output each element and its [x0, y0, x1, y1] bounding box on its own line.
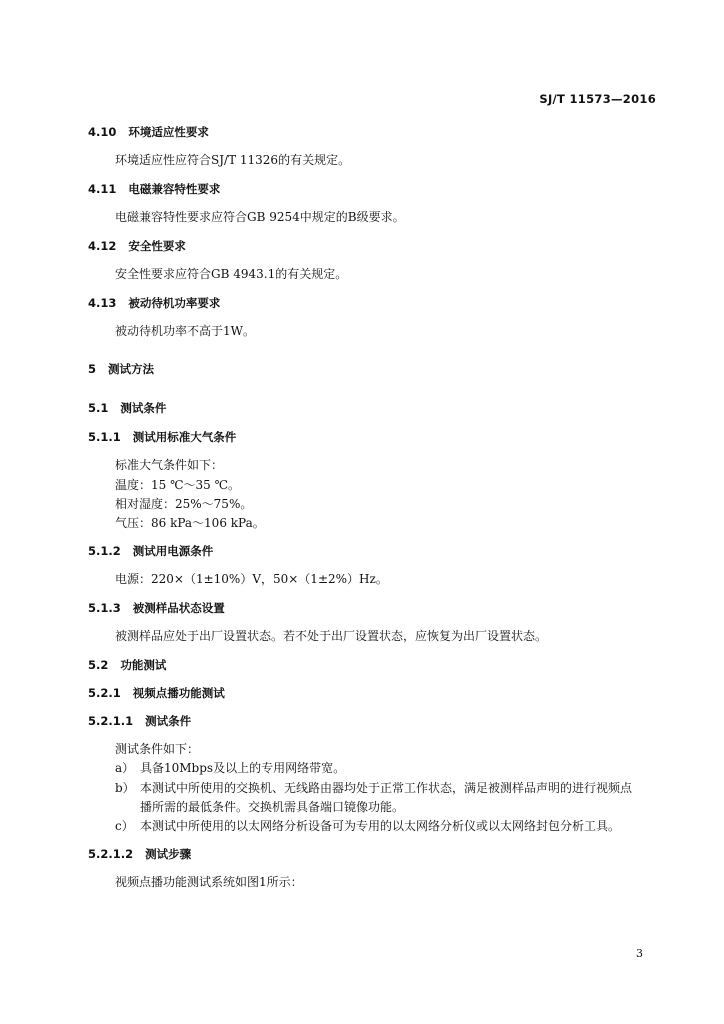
section-number: 5.2.1: [88, 686, 121, 700]
paragraph: 视频点播功能测试系统如图1所示：: [115, 875, 303, 889]
list-marker: a）: [115, 761, 135, 775]
section-number: 5.1.3: [88, 601, 121, 615]
paragraph: 环境适应性应符合SJ/T 11326的有关规定。: [115, 153, 351, 167]
heading-5-2: [88, 657, 166, 673]
section-title: 测试步骤: [145, 847, 192, 861]
section-title: 测试用电源条件: [132, 544, 214, 558]
section-number: 4.11: [88, 182, 117, 196]
section-title: 测试方法: [108, 362, 155, 376]
paragraph: 电源：220×（1±10%）V，50×（1±2%）Hz。: [115, 572, 388, 586]
heading-5-1: [88, 400, 166, 416]
list-item-text: 本测试中所使用的交换机、无线路由器均处于正常工作状态，满足被测样品声明的进行视频点: [140, 781, 633, 795]
paragraph: 气压：86 kPa～106 kPa。: [115, 516, 265, 530]
list-marker: b）: [115, 781, 135, 795]
page-number: 3: [636, 947, 643, 960]
section-title: 安全性要求: [128, 239, 186, 253]
heading-5-2-1-1: [88, 713, 191, 729]
section-number: 4.10: [88, 125, 117, 139]
standard-code: SJ/T 11573—2016: [539, 92, 656, 106]
heading-4-12: [88, 238, 186, 254]
section-number: 4.13: [88, 296, 117, 310]
heading-4-13: [88, 295, 220, 311]
heading-4-11: [88, 181, 220, 197]
section-title: 环境适应性要求: [128, 125, 209, 139]
paragraph: 安全性要求应符合GB 4943.1的有关规定。: [115, 267, 348, 281]
section-title: 被测样品状态设置: [132, 601, 225, 615]
heading-5-2-1: [88, 685, 225, 701]
heading-5: [88, 361, 154, 377]
section-number: 5.1.2: [88, 544, 121, 558]
list-item-text: 本测试中所使用的以太网络分析设备可为专用的以太网络分析仪或以太网络封包分析工具。: [140, 819, 621, 833]
section-number: 5.2.1.2: [88, 847, 134, 861]
heading-5-1-1: [88, 429, 236, 445]
section-number: 5.1: [88, 401, 109, 415]
list-item: [115, 817, 621, 834]
section-number: 5.2: [88, 658, 109, 672]
section-number: 4.12: [88, 239, 117, 253]
section-title: 测试用标准大气条件: [132, 430, 237, 444]
section-title: 测试条件: [120, 401, 167, 415]
heading-5-1-2: [88, 543, 213, 559]
paragraph: 被动待机功率不高于1W。: [115, 324, 255, 338]
paragraph: 被测样品应处于出厂设置状态。若不处于出厂设置状态，应恢复为出厂设置状态。: [115, 629, 548, 643]
list-item: [115, 779, 633, 796]
list-item-text: 具备10Mbps及以上的专用网络带宽。: [140, 761, 346, 775]
section-number: 5.2.1.1: [88, 714, 134, 728]
section-title: 视频点播功能测试: [132, 686, 225, 700]
section-title: 电磁兼容特性要求: [128, 182, 221, 196]
list-item: [115, 759, 346, 776]
section-title: 被动待机功率要求: [128, 296, 221, 310]
paragraph: 相对湿度：25%～75%。: [115, 497, 253, 511]
paragraph: 温度：15 ℃～35 ℃。: [115, 478, 241, 492]
heading-4-10: [88, 124, 209, 140]
list-marker: c）: [115, 819, 134, 833]
list-item-continuation: 播所需的最低条件。交换机需具备端口镜像功能。: [140, 800, 405, 814]
heading-5-1-3: [88, 600, 225, 616]
section-number: 5.1.1: [88, 430, 121, 444]
section-title: 测试条件: [145, 714, 192, 728]
paragraph: 电磁兼容特性要求应符合GB 9254中规定的B级要求。: [115, 210, 405, 224]
paragraph: 标准大气条件如下：: [115, 458, 224, 472]
section-title: 功能测试: [120, 658, 167, 672]
paragraph: 测试条件如下：: [115, 742, 200, 756]
section-number: 5: [88, 362, 97, 376]
heading-5-2-1-2: [88, 846, 191, 862]
